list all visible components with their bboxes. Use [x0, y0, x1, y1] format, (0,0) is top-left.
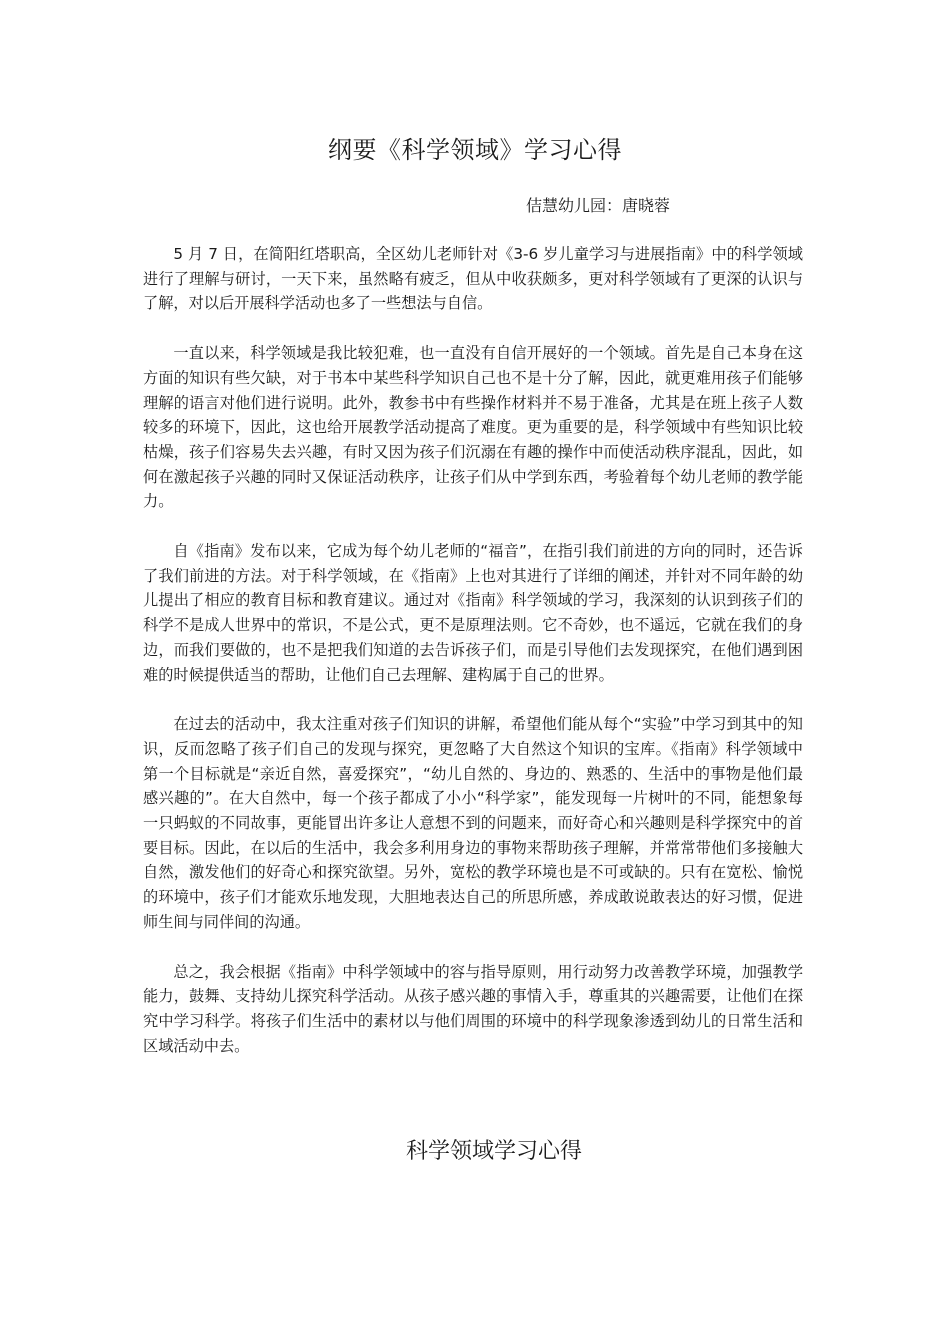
paragraph-1: 5 月 7 日，在简阳红塔职高，全区幼儿老师针对《3-6 岁儿童学习与进展指南》中的科学领域进行了理解与研讨，一天下来，虽然略有疲乏，但从中收获颇多，更对科学领域有了更深的认识与了解，对以后开展科学活动也多了一些想法与自信。	[143, 245, 803, 313]
paragraph-4: 在过去的活动中，我太注重对孩子们知识的讲解，希望他们能从每个“实验”中学习到其中的知识，反而忽略了孩子们自己的发现与探究，更忽略了大自然这个知识的宝库。《指南》科学领域中第一个目标就是“亲近自然，喜爱探究”，“幼儿自然的、身边的、熟悉的、生活中的事物是他们最感兴趣的”。在大自然中，每一个孩子都成了小小“科学家”，能发现每一片树叶的不同，能想象每一只蚂蚁的不同故事，更能冒出许多让人意想不到的问题来，而好奇心和兴趣则是科学探究中的首要目标。因此，在以后的生活中，我会多利用身边的事物来帮助孩子理解，并常常带他们多接触大自然，激发他们的好奇心和探究欲望。另外，宽松的教学环境也是不可或缺的。只有在宽松、愉悦的环境中，孩子们才能欢乐地发现，大胆地表达自己的所思所感，养成敢说敢表达的好习惯，促进师生间与同伴间的沟通。	[143, 715, 803, 931]
paragraph-5: 总之，我会根据《指南》中科学领域中的容与指导原则，用行动努力改善教学环境，加强教学能力，鼓舞、支持幼儿探究科学活动。从孩子感兴趣的事情入手，尊重其的兴趣需要，让他们在探究中学习科学。将孩子们生活中的素材以与他们周围的环境中的科学现象渗透到幼儿的日常生活和区域活动中去。	[143, 962, 803, 1055]
author-line: 佶慧幼儿园：唐晓蓉	[526, 196, 671, 215]
paragraph-3: 自《指南》发布以来，它成为每个幼儿老师的“福音”，在指引我们前进的方向的同时，还告诉了我们前进的方法。对于科学领域，在《指南》上也对其进行了详细的阐述，并针对不同年龄的幼儿提出了相应的教育目标和教育建议。通过对《指南》科学领域的学习，我深刻的认识到孩子们的科学不是成人世界中的常识，不是公式，更不是原理法则。它不奇妙，也不遥远，它就在我们的身边，而我们要做的，也不是把我们知道的去告诉孩子们，而是引导他们去发现探究，在他们遇到困难的时候提供适当的帮助，让他们自己去理解、建构属于自己的世界。	[143, 542, 803, 684]
section-title: 科学领域学习心得	[405, 1139, 582, 1164]
document-title: 纲要《科学领域》学习心得	[328, 136, 622, 164]
document-body	[143, 242, 803, 1083]
paragraph-2: 一直以来，科学领域是我比较犯难，也一直没有自信开展好的一个领域。首先是自己本身在这方面的知识有些欠缺，对于书本中某些科学知识自己也不是十分了解，因此，就更难用孩子们能够理解的语言对他们进行说明。此外，教参书中有些操作材料并不易于准备，尤其是在班上孩子人数较多的环境下，因此，这也给开展教学活动提高了难度。更为重要的是，科学领域中有些知识比较枯燥，孩子们容易失去兴趣，有时又因为孩子们沉溺在有趣的操作中而使活动秩序混乱，因此，如何在激起孩子兴趣的同时又保证活动秩序，让孩子们从中学到东西，考验着每个幼儿老师的教学能力。	[143, 344, 803, 511]
